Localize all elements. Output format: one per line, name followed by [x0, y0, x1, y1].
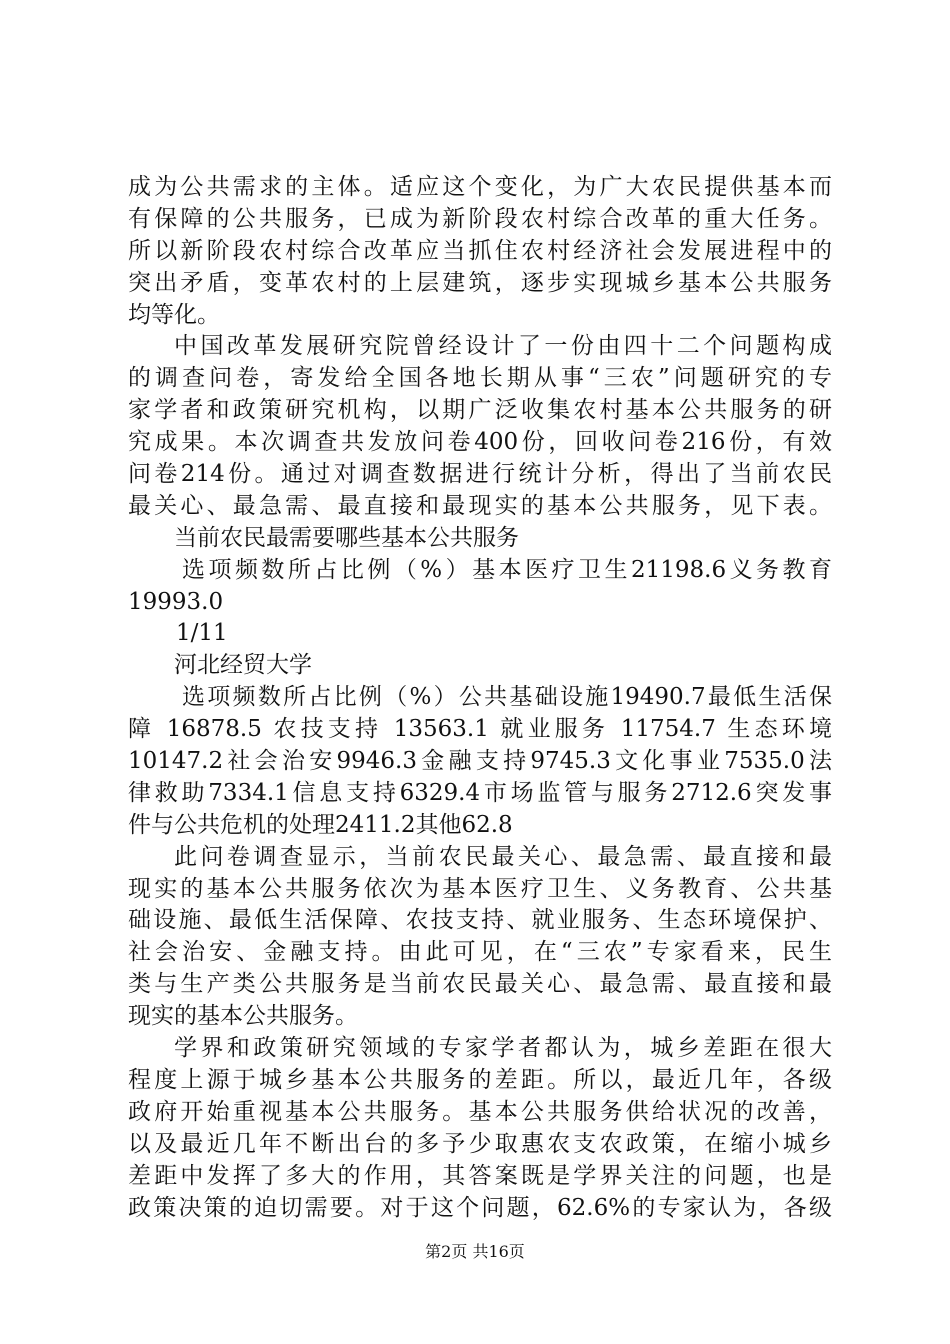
paragraph-line: 家学者和政策研究机构，以期广泛收集农村基本公共服务的研 — [128, 397, 832, 424]
paragraph-line: 以及最近几年不断出台的多予少取惠农支农政策，在缩小城乡 — [128, 1130, 832, 1157]
paragraph-line: 均等化。 — [128, 301, 220, 328]
paragraph-line: 的调查问卷，寄发给全国各地长期从事“三农”问题研究的专 — [128, 365, 832, 392]
paragraph-line: 现实的基本公共服务。 — [128, 1003, 358, 1030]
paragraph-line: 学界和政策研究领域的专家学者都认为，城乡差距在很大 — [174, 1035, 832, 1062]
paragraph-line: 此问卷调查显示，当前农民最关心、最急需、最直接和最 — [174, 843, 832, 870]
paragraph-line: 政府开始重视基本公共服务。基本公共服务供给状况的改善， — [128, 1098, 832, 1125]
table-text-line: 10147.2社会治安9946.3金融支持9745.3文化事业7535.0法 — [128, 748, 832, 775]
paragraph-line: 础设施、最低生活保障、农技支持、就业服务、生态环境保护、 — [128, 907, 832, 934]
page-footer — [0, 1242, 950, 1262]
table-text-line: 律救助7334.1信息支持6329.4市场监管与服务2712.6突发事 — [128, 779, 832, 806]
paragraph-line: 政策决策的迫切需要。对于这个问题，62.6%的专家认为，各级 — [128, 1194, 832, 1221]
paragraph-line: 类与生产类公共服务是当前农民最关心、最急需、最直接和最 — [128, 971, 832, 998]
table-text-line: 件与公共危机的处理2411.2其他62.8 — [128, 811, 513, 838]
page-number-label: 第2页 共16页 — [425, 1242, 525, 1261]
paragraph-line: 究成果。本次调查共发放问卷400份，回收问卷216份，有效 — [128, 429, 832, 456]
paragraph-line: 突出矛盾，变革农村的上层建筑，逐步实现城乡基本公共服务 — [128, 269, 832, 296]
paragraph-line: 中国改革发展研究院曾经设计了一份由四十二个问题构成 — [174, 333, 832, 360]
paragraph-line: 有保障的公共服务，已成为新阶段农村综合改革的重大任务。 — [128, 205, 832, 232]
table-caption: 当前农民最需要哪些基本公共服务 — [174, 524, 519, 551]
table-text-line: 选项频数所占比例（%）基本医疗卫生21198.6义务教育 — [182, 556, 832, 583]
paragraph-line: 差距中发挥了多大的作用，其答案既是学界关注的问题，也是 — [128, 1162, 832, 1189]
document-body — [128, 172, 832, 1224]
paragraph-line: 最关心、最急需、最直接和最现实的基本公共服务，见下表。 — [128, 492, 832, 519]
paragraph-line: 问卷214份。通过对调查数据进行统计分析，得出了当前农民 — [128, 461, 832, 488]
table-text-line: 障 16878.5 农技支持 13563.1 就业服务 11754.7 生态环境 — [128, 716, 832, 743]
paragraph-line: 现实的基本公共服务依次为基本医疗卫生、义务教育、公共基 — [128, 875, 832, 902]
page-marker: 1/11 — [176, 620, 228, 647]
paragraph-line: 所以新阶段农村综合改革应当抓住农村经济社会发展进程中的 — [128, 237, 832, 264]
table-text-line: 19993.0 — [128, 588, 224, 615]
paragraph-line: 程度上源于城乡基本公共服务的差距。所以，最近几年，各级 — [128, 1066, 832, 1093]
paragraph-line: 成为公共需求的主体。适应这个变化，为广大农民提供基本而 — [128, 174, 832, 200]
university-name: 河北经贸大学 — [174, 652, 312, 679]
paragraph-line: 社会治安、金融支持。由此可见，在“三农”专家看来，民生 — [128, 939, 832, 966]
table-text-line: 选项频数所占比例（%）公共基础设施19490.7最低生活保 — [182, 684, 832, 711]
